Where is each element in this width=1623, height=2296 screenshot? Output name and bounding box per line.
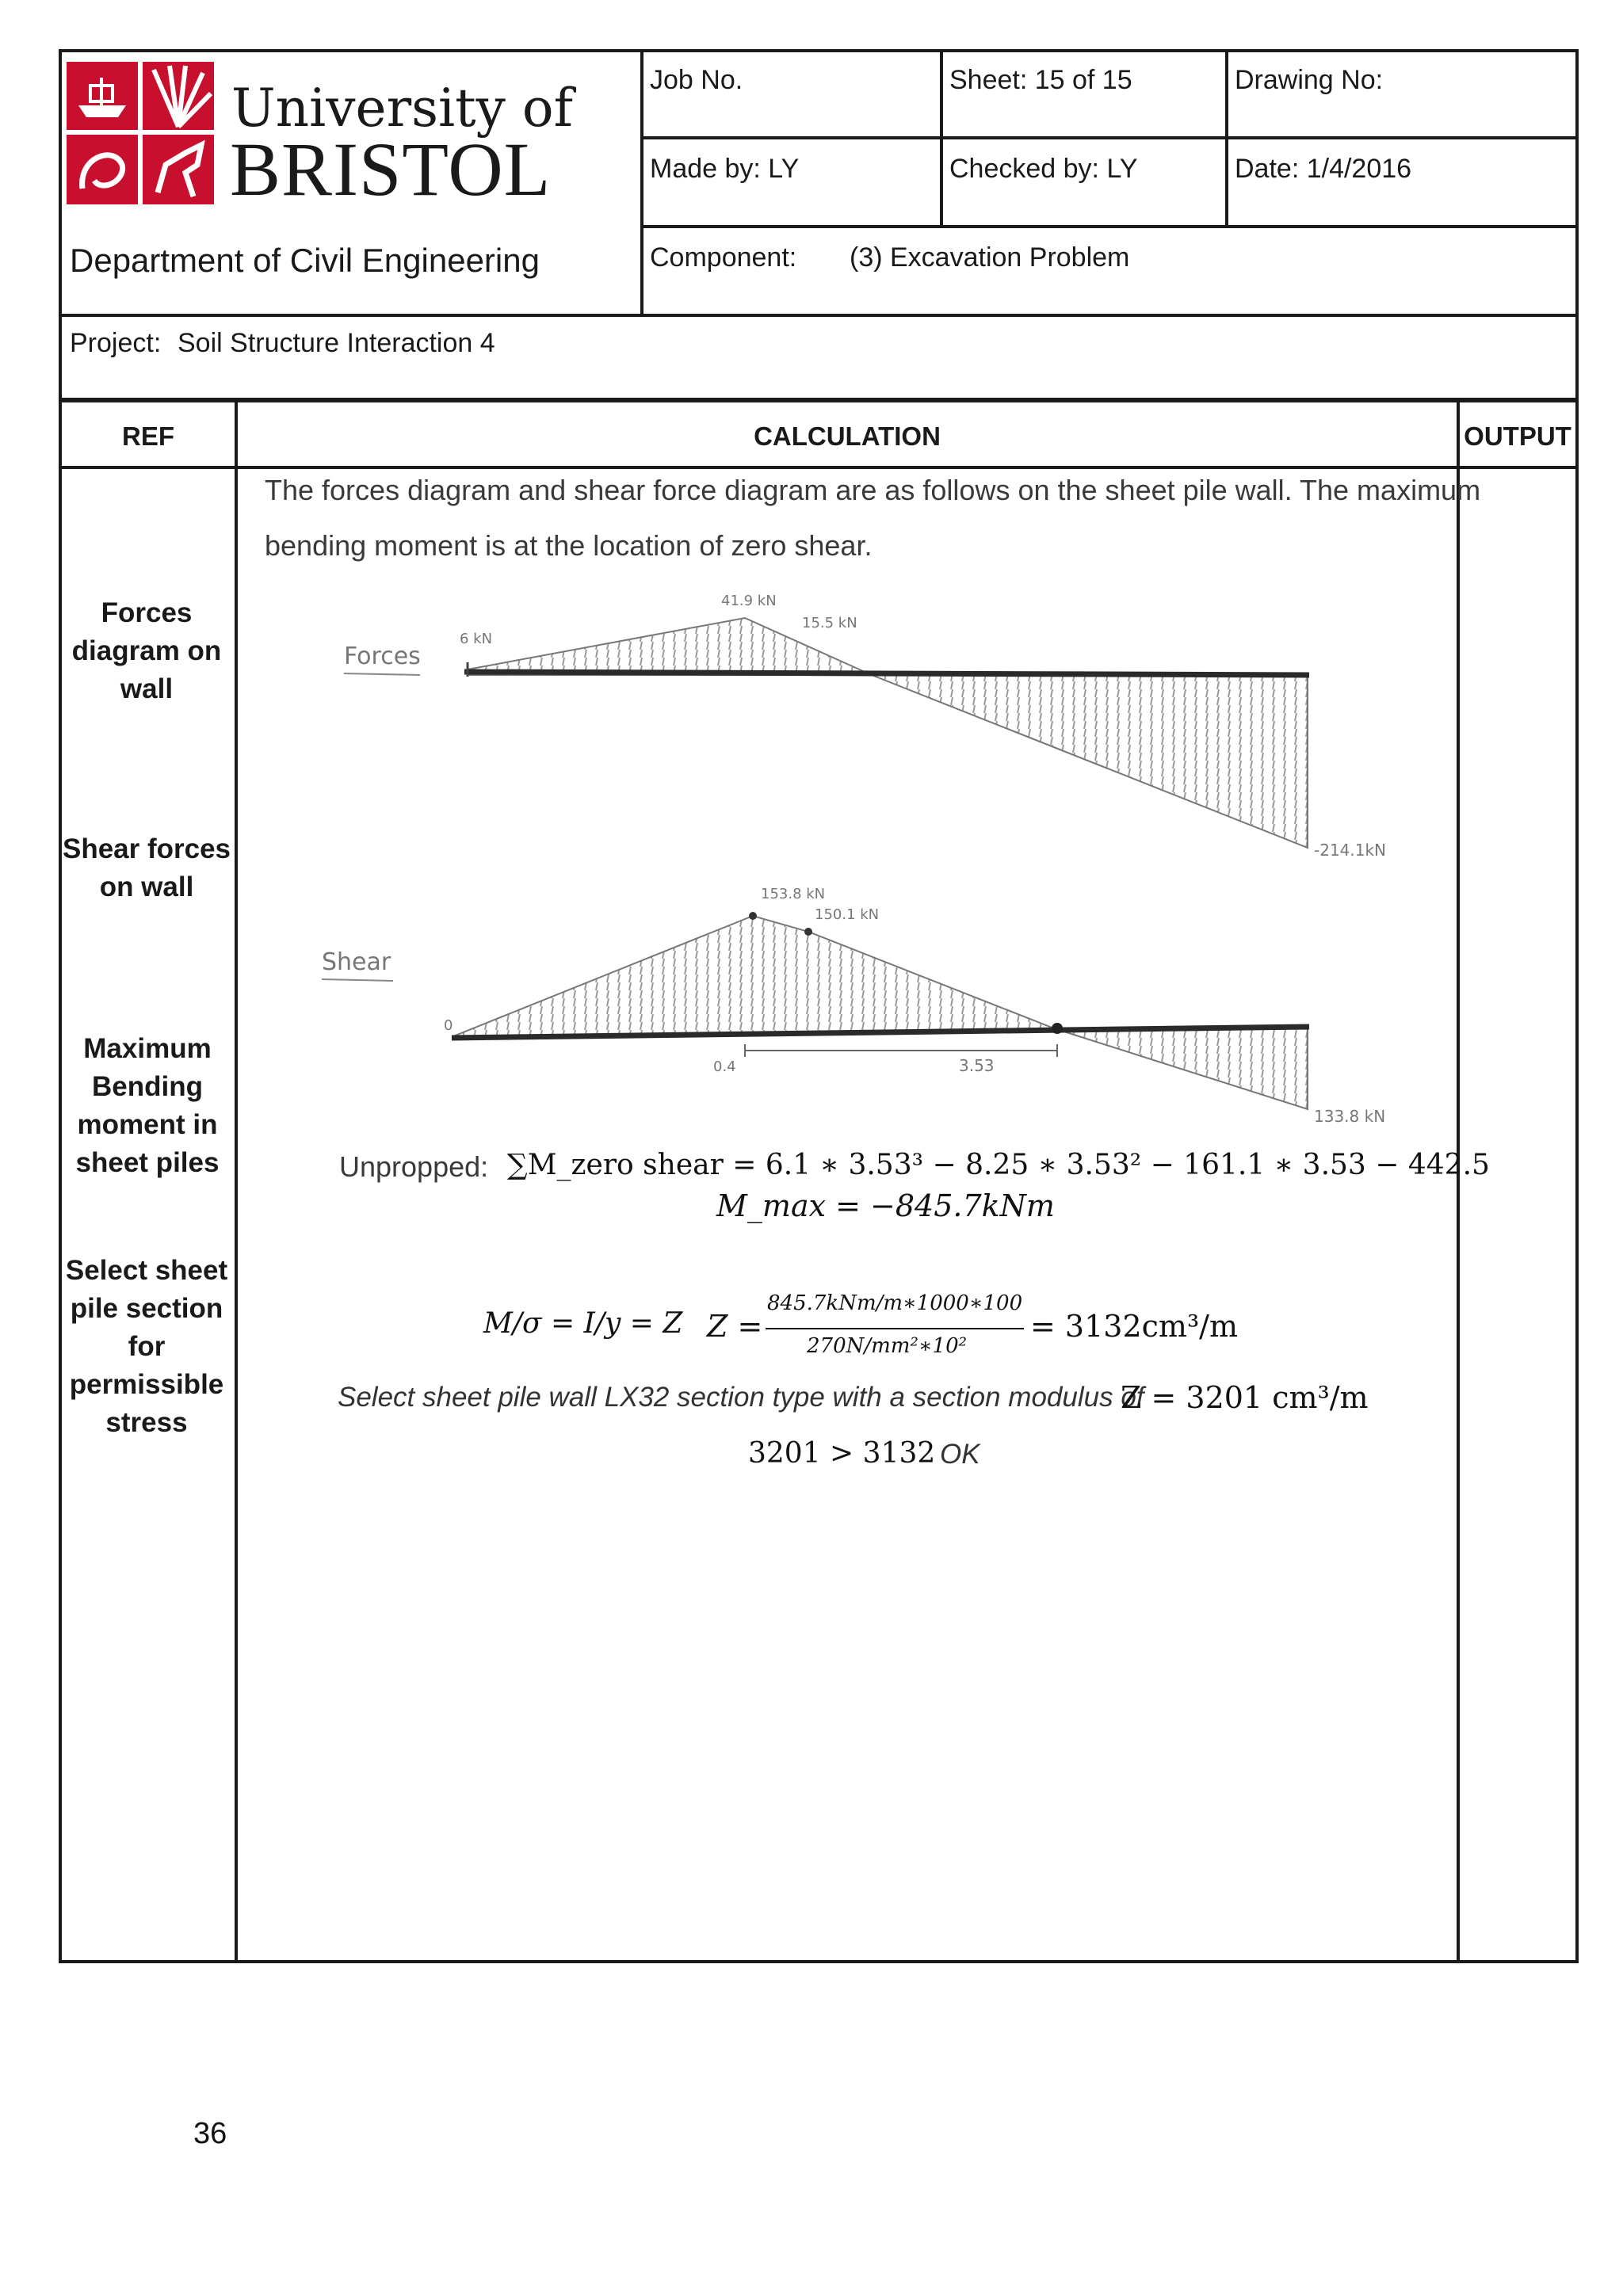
table-divider-output [1457, 399, 1460, 1963]
select-section-text: Select sheet pile wall LX32 section type with a section modulus of [338, 1382, 1144, 1413]
shear-hatch-negative [1054, 1027, 1308, 1109]
forces-mid-value: 15.5 kN [802, 615, 857, 631]
forces-diagram [317, 586, 1442, 856]
checked-by: Checked by: LY [949, 154, 1138, 184]
component-label: Component: [650, 242, 797, 273]
sheet-number: Sheet: 15 of 15 [949, 65, 1132, 95]
forces-hatch-negative [872, 675, 1308, 848]
column-output: OUTPUT [1464, 421, 1571, 451]
shear-peak-value: 153.8 kN [761, 886, 826, 902]
mmax-equation: M_max = −845.7kNm [716, 1188, 1055, 1223]
ref-max-bending: Maximum Bending moment in sheet piles [75, 1033, 220, 1178]
shear-end-value: 133.8 kN [1314, 1107, 1386, 1125]
forces-end-value: -214.1kN [1314, 841, 1387, 856]
unpropped-label: Unpropped: [339, 1150, 489, 1183]
department-name: Department of Civil Engineering [70, 242, 540, 279]
drawing-no-label: Drawing No: [1235, 65, 1384, 95]
shear-dimension-2: 3.53 [959, 1056, 995, 1075]
shear-label: Shear [322, 948, 391, 976]
ref-forces-diagram: Forces diagram on wall [71, 597, 222, 704]
select-section-value: Z = 3201 cm³/m [1121, 1380, 1369, 1415]
shear-dimension-1: 0.4 [713, 1058, 736, 1075]
shear-diagram [317, 871, 1442, 1125]
z-result: = 3132cm³/m [1030, 1309, 1239, 1344]
column-calculation: CALCULATION [754, 421, 941, 451]
job-no-label: Job No. [650, 65, 743, 95]
project-label: Project: [70, 328, 162, 358]
project-value: Soil Structure Interaction 4 [178, 328, 495, 358]
sheet-date: Date: 1/4/2016 [1235, 154, 1412, 184]
page-number: 36 [193, 2117, 227, 2150]
table-divider-ref [235, 399, 238, 1963]
column-ref: REF [122, 421, 174, 451]
forces-left-value: 6 kN [460, 631, 493, 647]
component-value: (3) Excavation Problem [850, 242, 1130, 273]
shear-second-value: 150.1 kN [815, 906, 880, 923]
intro-line-2: bending moment is at the location of zero shear. [265, 529, 873, 562]
header-divider-h2 [640, 225, 1579, 228]
made-by: Made by: LY [650, 154, 800, 184]
z-prefix: Z = [707, 1309, 763, 1344]
check-ok: OK [940, 1439, 980, 1470]
university-name-line2: BRISTOL [230, 127, 552, 212]
forces-peak-value: 41.9 kN [721, 593, 777, 609]
header-divider-h3 [59, 314, 1579, 317]
unpropped-equation: ∑M_zero shear = 6.1 ∗ 3.53³ − 8.25 ∗ 3.53² − 161.1 ∗ 3.53 − 442.5 [507, 1149, 1490, 1181]
forces-wall-axis [464, 672, 1309, 675]
shear-origin: 0 [444, 1017, 453, 1034]
check-values: 3201 > 3132 [748, 1437, 936, 1470]
table-header-rule [59, 466, 1579, 469]
header-divider-v1 [640, 49, 643, 315]
z-denominator: 270N/mm²∗10² [807, 1334, 968, 1358]
ref-shear-forces: Shear forces on wall [62, 833, 231, 902]
university-name-line1: University of [231, 78, 574, 139]
z-numerator: 845.7kNm/m∗1000∗100 [767, 1291, 1023, 1315]
intro-line-1: The forces diagram and shear force diagram are as follows on the sheet pile wall. The maximum [265, 474, 1481, 506]
forces-label: Forces [344, 643, 421, 670]
section-relation: M/σ = I/y = Z [483, 1307, 683, 1340]
shear-hatch-positive [453, 916, 1054, 1036]
header-divider-h1 [640, 136, 1579, 139]
z-fraction-bar [766, 1328, 1024, 1329]
ref-select-section: Select sheet pile section for permissible stress [65, 1255, 228, 1438]
